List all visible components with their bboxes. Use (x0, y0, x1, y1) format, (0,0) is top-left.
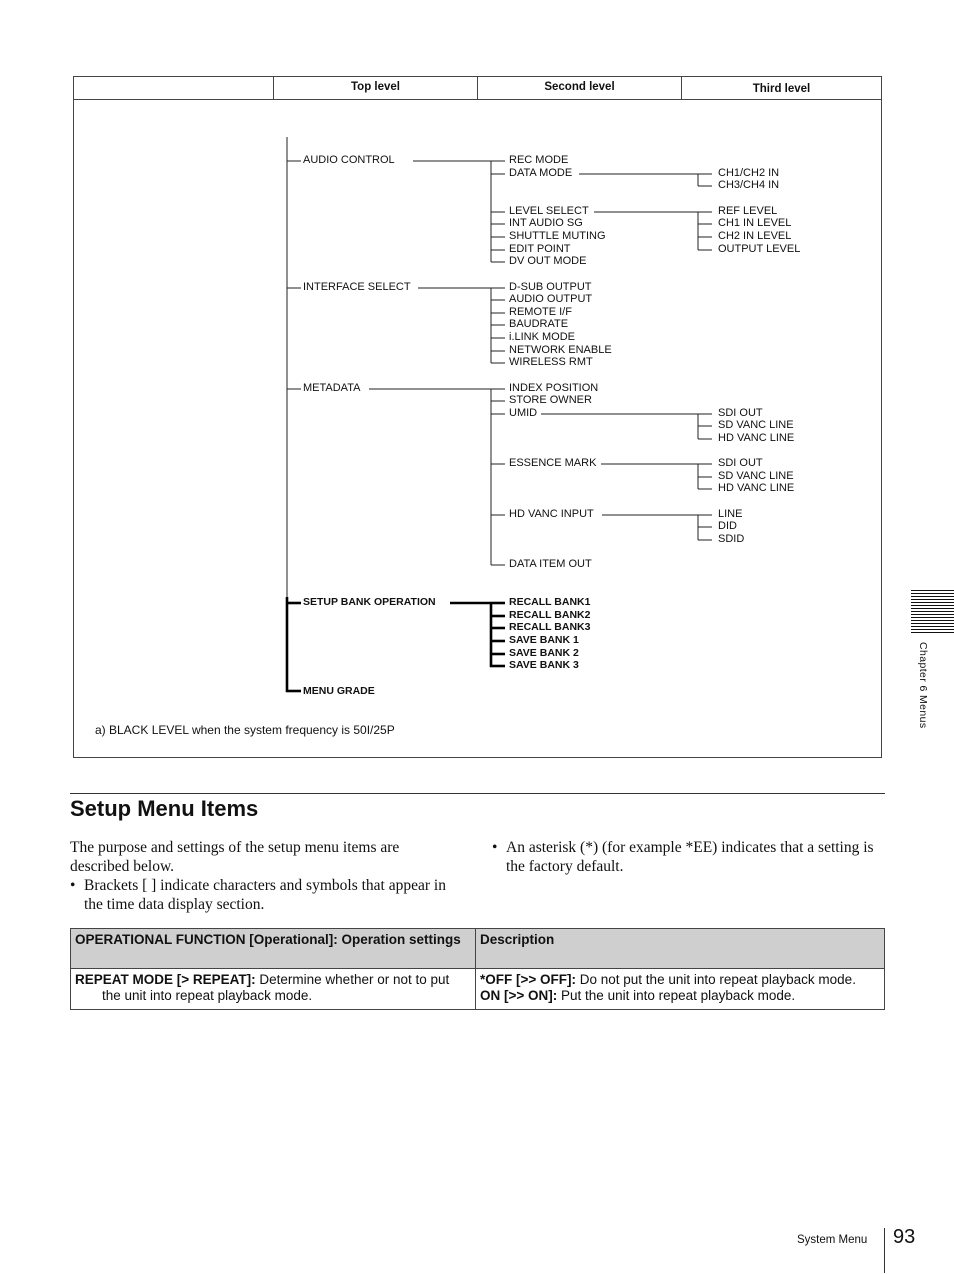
tree-node-umid-sdi-out: SDI OUT (718, 407, 763, 419)
bullet-dot: • (70, 877, 76, 894)
tree-node-output-level: OUTPUT LEVEL (718, 243, 801, 255)
repeat-mode-entry (75, 972, 471, 1004)
tree-node-hd-vanc-input: HD VANC INPUT (509, 508, 594, 520)
tree-node-umid: UMID (509, 407, 538, 419)
tree-node-wireless-rmt: WIRELESS RMT (509, 356, 593, 368)
option-on (480, 988, 880, 1004)
tree-node-edit-point: EDIT POINT (509, 243, 571, 255)
tree-node-recall-bank1: RECALL BANK1 (509, 596, 591, 608)
header-top-level: Top level (273, 77, 477, 99)
bullet-dot: • (492, 839, 498, 856)
settings-table (70, 928, 885, 1010)
chapter-tab-marker (911, 590, 954, 634)
tree-node-metadata: METADATA (303, 382, 361, 394)
tree-node-index-position: INDEX POSITION (509, 382, 599, 394)
tree-node-ref-level: REF LEVEL (718, 205, 778, 217)
tree-node-dv-out-mode: DV OUT MODE (509, 255, 587, 267)
tree-node-save-bank-2: SAVE BANK 2 (509, 647, 579, 659)
tree-node-d-sub-output: D-SUB OUTPUT (509, 281, 592, 293)
section-divider (70, 793, 885, 794)
tree-node-save-bank-3: SAVE BANK 3 (509, 659, 579, 671)
tree-node-shuttle-muting: SHUTTLE MUTING (509, 230, 606, 242)
option-on-name: ON [>> ON]: (480, 988, 558, 1003)
intro-column-left (70, 838, 462, 914)
tree-node-ilink-mode: i.LINK MODE (509, 331, 576, 343)
tree-node-menu-grade: MENU GRADE (303, 685, 375, 697)
bullet-item-asterisk (492, 838, 886, 876)
footer-divider (884, 1228, 885, 1273)
tree-node-recall-bank3: RECALL BANK3 (509, 621, 591, 633)
bullet-text-asterisk: An asterisk (*) (for example *EE) indicates that a setting is the factory default. (506, 839, 874, 875)
tree-node-save-bank-1: SAVE BANK 1 (509, 634, 579, 646)
table-header-row (71, 929, 885, 969)
chapter-tab-label: Chapter 6 Menus (917, 642, 929, 729)
table-header-function: OPERATIONAL FUNCTION [Operational]: Operation settings (71, 929, 476, 969)
tree-node-remote-if: REMOTE I/F (509, 306, 572, 318)
menu-tree-diagram (73, 76, 882, 758)
header-second-level: Second level (477, 77, 681, 99)
footer-section-name: System Menu (797, 1234, 868, 1246)
option-on-desc: Put the unit into repeat playback mode. (561, 988, 796, 1003)
tree-node-essence-hd-vanc-line: HD VANC LINE (718, 482, 795, 494)
repeat-mode-desc: Determine whether or not to put the unit into repeat playback mode. (102, 972, 450, 1003)
table-header-description: Description (476, 929, 885, 969)
section-title: Setup Menu Items (70, 796, 259, 821)
tree-node-ch1-ch2-in: CH1/CH2 IN (718, 167, 780, 179)
tree-node-baudrate: BAUDRATE (509, 318, 569, 330)
tree-node-ch1-in-level: CH1 IN LEVEL (718, 217, 792, 229)
tree-node-ch2-in-level: CH2 IN LEVEL (718, 230, 792, 242)
tree-node-data-item-out: DATA ITEM OUT (509, 558, 592, 570)
table-cell-description (476, 969, 885, 1010)
tree-footnote: a) BLACK LEVEL when the system frequency is 50I/25P (95, 723, 395, 737)
header-third-level: Third level (681, 77, 881, 99)
tree-node-setup-bank-operation: SETUP BANK OPERATION (303, 596, 436, 608)
tree-node-vanc-line: LINE (718, 508, 743, 520)
tree-node-network-enable: NETWORK ENABLE (509, 344, 612, 356)
repeat-mode-name: REPEAT MODE [> REPEAT]: (75, 972, 256, 987)
tree-node-umid-sd-vanc-line: SD VANC LINE (718, 419, 794, 431)
tree-node-vanc-sdid: SDID (718, 533, 745, 545)
tree-node-essence-sd-vanc-line: SD VANC LINE (718, 470, 794, 482)
intro-column-right (492, 838, 886, 876)
bullet-text-brackets: Brackets [ ] indicate characters and symbols that appear in the time data display section. (84, 877, 446, 913)
tree-node-data-mode: DATA MODE (509, 167, 573, 179)
option-off-desc: Do not put the unit into repeat playback mode. (579, 972, 856, 987)
tree-node-essence-mark: ESSENCE MARK (509, 457, 597, 469)
tree-node-umid-hd-vanc-line: HD VANC LINE (718, 432, 795, 444)
tree-node-ch3-ch4-in: CH3/CH4 IN (718, 179, 780, 191)
table-row (71, 969, 885, 1010)
option-off-name: *OFF [>> OFF]: (480, 972, 576, 987)
tree-node-recall-bank2: RECALL BANK2 (509, 609, 591, 621)
page-number: 93 (893, 1226, 916, 1248)
table-cell-item (71, 969, 476, 1010)
option-off (480, 972, 880, 988)
tree-node-level-select: LEVEL SELECT (509, 205, 589, 217)
tree-node-essence-sdi-out: SDI OUT (718, 457, 763, 469)
tree-node-interface-select: INTERFACE SELECT (303, 281, 411, 293)
tree-node-rec-mode: REC MODE (509, 154, 569, 166)
tree-node-audio-control: AUDIO CONTROL (303, 154, 395, 166)
intro-paragraph: The purpose and settings of the setup menu items are described below. (70, 839, 400, 875)
tree-node-vanc-did: DID (718, 520, 737, 532)
tree-node-audio-output: AUDIO OUTPUT (509, 293, 593, 305)
tree-node-int-audio-sg: INT AUDIO SG (509, 217, 583, 229)
tree-node-store-owner: STORE OWNER (509, 394, 592, 406)
bullet-item-brackets (70, 876, 462, 914)
